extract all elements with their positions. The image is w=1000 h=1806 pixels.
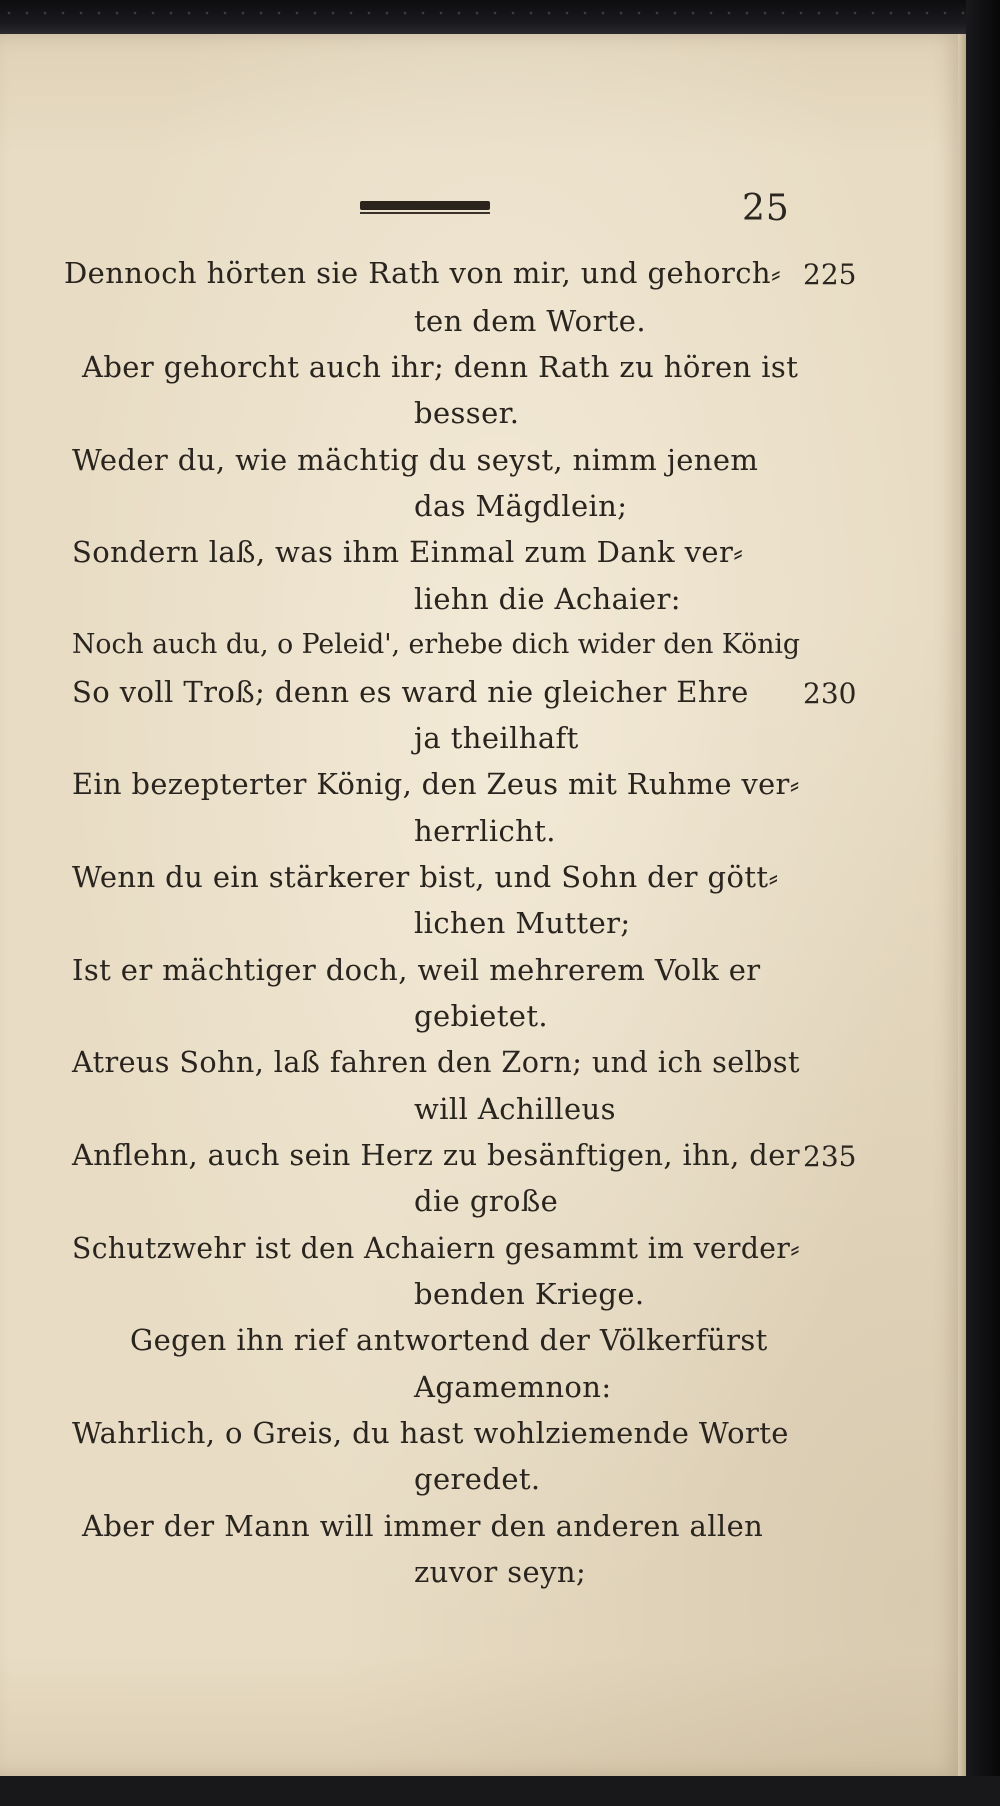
verse-line: Wahrlich, o Greis, du hast wohlziemende Worte [72,1416,789,1450]
verse-continuation: zuvor seyn; [414,1555,587,1589]
verse-continuation: lichen Mutter; [414,906,631,940]
verse-continuation: die große [414,1184,559,1218]
verse-line: Wenn du ein stärkerer bist, und Sohn der gött⸗ [72,860,779,894]
verse-continuation: ten dem Worte. [414,304,646,338]
verse-line: Ein bezepterter König, den Zeus mit Ruhme ver⸗ [72,767,800,801]
verse-continuation: gebietet. [414,999,549,1033]
line-number: 235 [803,1140,857,1173]
verse-line: Dennoch hörten sie Rath von mir, und gehorch⸗ [64,256,782,290]
verse-line: Anflehn, auch sein Herz zu besänftigen, ihn, der [72,1138,800,1172]
book-top-edge [0,0,1000,34]
book-right-shadow [966,0,1000,1806]
page-fore-edge [958,34,966,1776]
verse-line: Weder du, wie mächtig du seyst, nimm jenem [72,443,759,477]
verse-line: Gegen ihn rief antwortend der Völkerfürst [130,1323,768,1357]
verse-line: Sondern laß, was ihm Einmal zum Dank ver⸗ [72,535,744,569]
verse-line: Noch auch du, o Peleid', erhebe dich wider den König [72,628,801,660]
verse-continuation: das Mägdlein; [414,489,628,523]
verse-continuation: geredet. [414,1462,541,1496]
verse-continuation: liehn die Achaier: [414,582,681,616]
verse-line: Atreus Sohn, laß fahren den Zorn; und ich selbst [72,1045,800,1079]
book-edge-texture [0,10,1000,16]
verse-line: So voll Troß; denn es ward nie gleicher Ehre [72,675,749,709]
verse-line: Aber der Mann will immer den anderen allen [82,1509,764,1543]
verse-line: Ist er mächtiger doch, weil mehrerem Volk er [72,953,761,987]
header-rule [360,201,490,210]
verse-continuation: will Achilleus [414,1092,616,1126]
line-number: 230 [803,677,857,710]
verse-continuation: benden Kriege. [414,1277,645,1311]
verse-line: Schutzwehr ist den Achaiern gesammt im verder⸗ [72,1231,800,1265]
verse-continuation: Agamemnon: [414,1370,612,1404]
verse-continuation: besser. [414,396,520,430]
page-number: 25 [742,188,790,229]
book-bottom-edge [0,1776,1000,1806]
verse-line: Aber gehorcht auch ihr; denn Rath zu hören ist [82,350,799,384]
line-number: 225 [803,258,857,291]
verse-continuation: ja theilhaft [414,721,579,755]
verse-continuation: herrlicht. [414,814,556,848]
